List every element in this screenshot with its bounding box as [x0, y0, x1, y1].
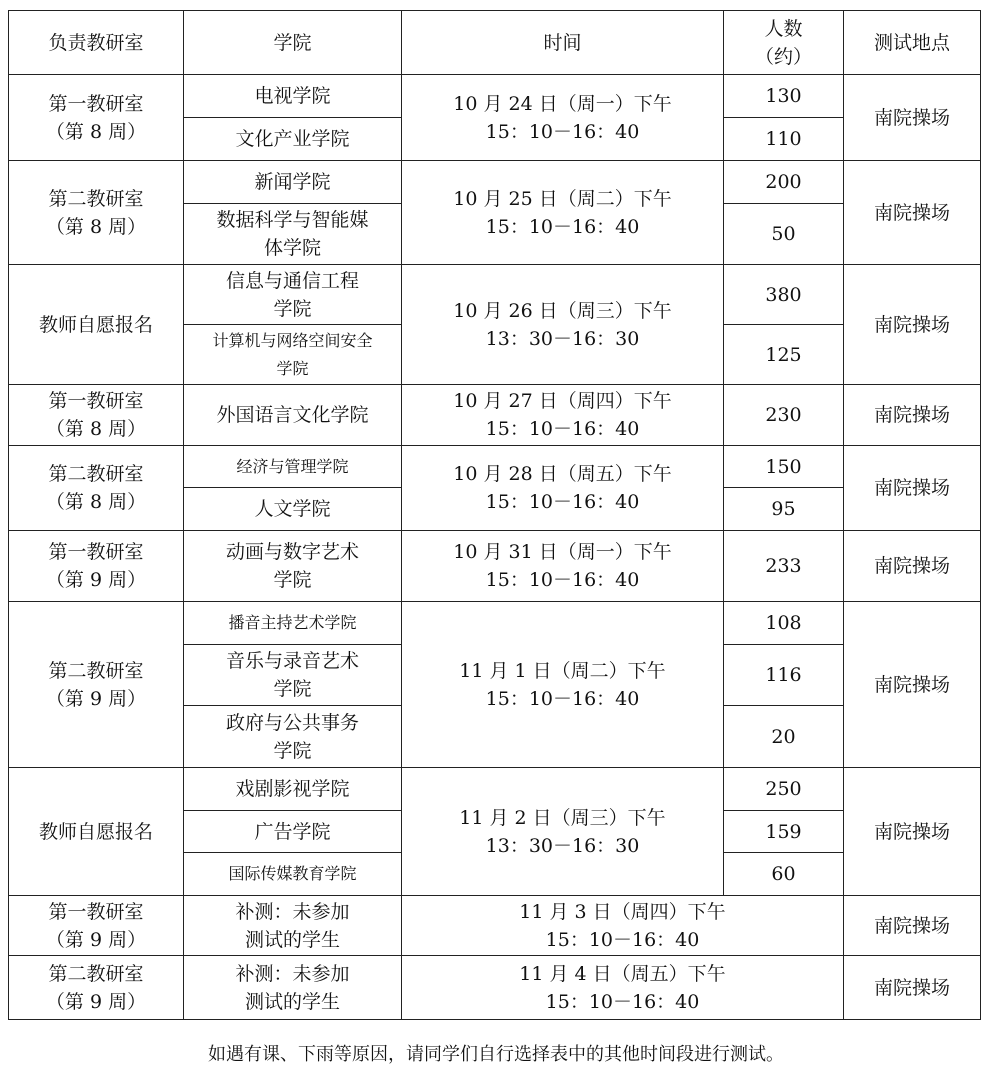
- college-cell: 经济与管理学院: [184, 446, 402, 488]
- schedule-body: [9, 75, 981, 1020]
- time-cell: 11 月 4 日（周五）下午 15：10－16：40: [402, 956, 844, 1020]
- footnote: 如遇有课、下雨等原因，请同学们自行选择表中的其他时间段进行测试。: [208, 1044, 784, 1065]
- count-cell: 50: [724, 204, 844, 265]
- count-cell: 159: [724, 811, 844, 853]
- place-cell: 南院操场: [844, 602, 981, 768]
- office-cell: 第二教研室 （第 8 周）: [9, 161, 184, 265]
- place-cell: 南院操场: [844, 896, 981, 956]
- header-place: 测试地点: [844, 11, 981, 75]
- header-count: 人数 （约）: [724, 11, 844, 75]
- college-cell: 动画与数字艺术 学院: [184, 531, 402, 602]
- table-row: [9, 956, 981, 1020]
- count-cell: 200: [724, 161, 844, 204]
- header-time: 时间: [402, 11, 724, 75]
- place-cell: 南院操场: [844, 768, 981, 896]
- count-cell: 380: [724, 265, 844, 325]
- schedule-table: [8, 10, 981, 1020]
- college-cell: 数据科学与智能媒 体学院: [184, 204, 402, 265]
- office-cell: 教师自愿报名: [9, 265, 184, 385]
- place-cell: 南院操场: [844, 446, 981, 531]
- count-cell: 130: [724, 75, 844, 118]
- college-cell: 播音主持艺术学院: [184, 602, 402, 645]
- college-cell: 新闻学院: [184, 161, 402, 204]
- office-cell: 第二教研室 （第 9 周）: [9, 602, 184, 768]
- count-cell: 125: [724, 325, 844, 385]
- count-cell: 108: [724, 602, 844, 645]
- table-row: [9, 768, 981, 811]
- college-cell: 政府与公共事务 学院: [184, 706, 402, 768]
- college-cell: 文化产业学院: [184, 118, 402, 161]
- time-cell: 10 月 31 日（周一）下午 15：10－16：40: [402, 531, 724, 602]
- college-cell: 补测：未参加 测试的学生: [184, 956, 402, 1020]
- time-cell: 11 月 1 日（周二）下午 15：10－16：40: [402, 602, 724, 768]
- count-cell: 230: [724, 385, 844, 446]
- count-cell: 150: [724, 446, 844, 488]
- place-cell: 南院操场: [844, 385, 981, 446]
- header-office: 负责教研室: [9, 11, 184, 75]
- time-cell: 10 月 28 日（周五）下午 15：10－16：40: [402, 446, 724, 531]
- table-row: [9, 446, 981, 488]
- time-cell: 11 月 3 日（周四）下午 15：10－16：40: [402, 896, 844, 956]
- table-row: [9, 385, 981, 446]
- count-cell: 233: [724, 531, 844, 602]
- count-cell: 110: [724, 118, 844, 161]
- college-cell: 外国语言文化学院: [184, 385, 402, 446]
- office-cell: 第一教研室 （第 8 周）: [9, 385, 184, 446]
- place-cell: 南院操场: [844, 531, 981, 602]
- office-cell: 教师自愿报名: [9, 768, 184, 896]
- college-cell: 补测：未参加 测试的学生: [184, 896, 402, 956]
- table-row: [9, 265, 981, 325]
- time-cell: 10 月 24 日（周一）下午 15：10－16：40: [402, 75, 724, 161]
- time-cell: 10 月 27 日（周四）下午 15：10－16：40: [402, 385, 724, 446]
- time-cell: 11 月 2 日（周三）下午 13：30－16：30: [402, 768, 724, 896]
- office-cell: 第一教研室 （第 8 周）: [9, 75, 184, 161]
- college-cell: 人文学院: [184, 488, 402, 531]
- table-row: [9, 161, 981, 204]
- count-cell: 250: [724, 768, 844, 811]
- count-cell: 95: [724, 488, 844, 531]
- time-cell: 10 月 25 日（周二）下午 15：10－16：40: [402, 161, 724, 265]
- office-cell: 第一教研室 （第 9 周）: [9, 896, 184, 956]
- place-cell: 南院操场: [844, 75, 981, 161]
- office-cell: 第一教研室 （第 9 周）: [9, 531, 184, 602]
- place-cell: 南院操场: [844, 161, 981, 265]
- table-row: [9, 896, 981, 956]
- college-cell: 信息与通信工程 学院: [184, 265, 402, 325]
- office-cell: 第二教研室 （第 9 周）: [9, 956, 184, 1020]
- header-row: [9, 11, 981, 75]
- time-cell: 10 月 26 日（周三）下午 13：30－16：30: [402, 265, 724, 385]
- count-cell: 116: [724, 645, 844, 706]
- table-row: [9, 75, 981, 118]
- place-cell: 南院操场: [844, 956, 981, 1020]
- college-cell: 电视学院: [184, 75, 402, 118]
- table-row: [9, 531, 981, 602]
- college-cell: 音乐与录音艺术 学院: [184, 645, 402, 706]
- count-cell: 20: [724, 706, 844, 768]
- college-cell: 戏剧影视学院: [184, 768, 402, 811]
- college-cell: 计算机与网络空间安全 学院: [184, 325, 402, 385]
- office-cell: 第二教研室 （第 8 周）: [9, 446, 184, 531]
- count-cell: 60: [724, 853, 844, 896]
- college-cell: 国际传媒教育学院: [184, 853, 402, 896]
- college-cell: 广告学院: [184, 811, 402, 853]
- place-cell: 南院操场: [844, 265, 981, 385]
- header-college: 学院: [184, 11, 402, 75]
- table-row: [9, 602, 981, 645]
